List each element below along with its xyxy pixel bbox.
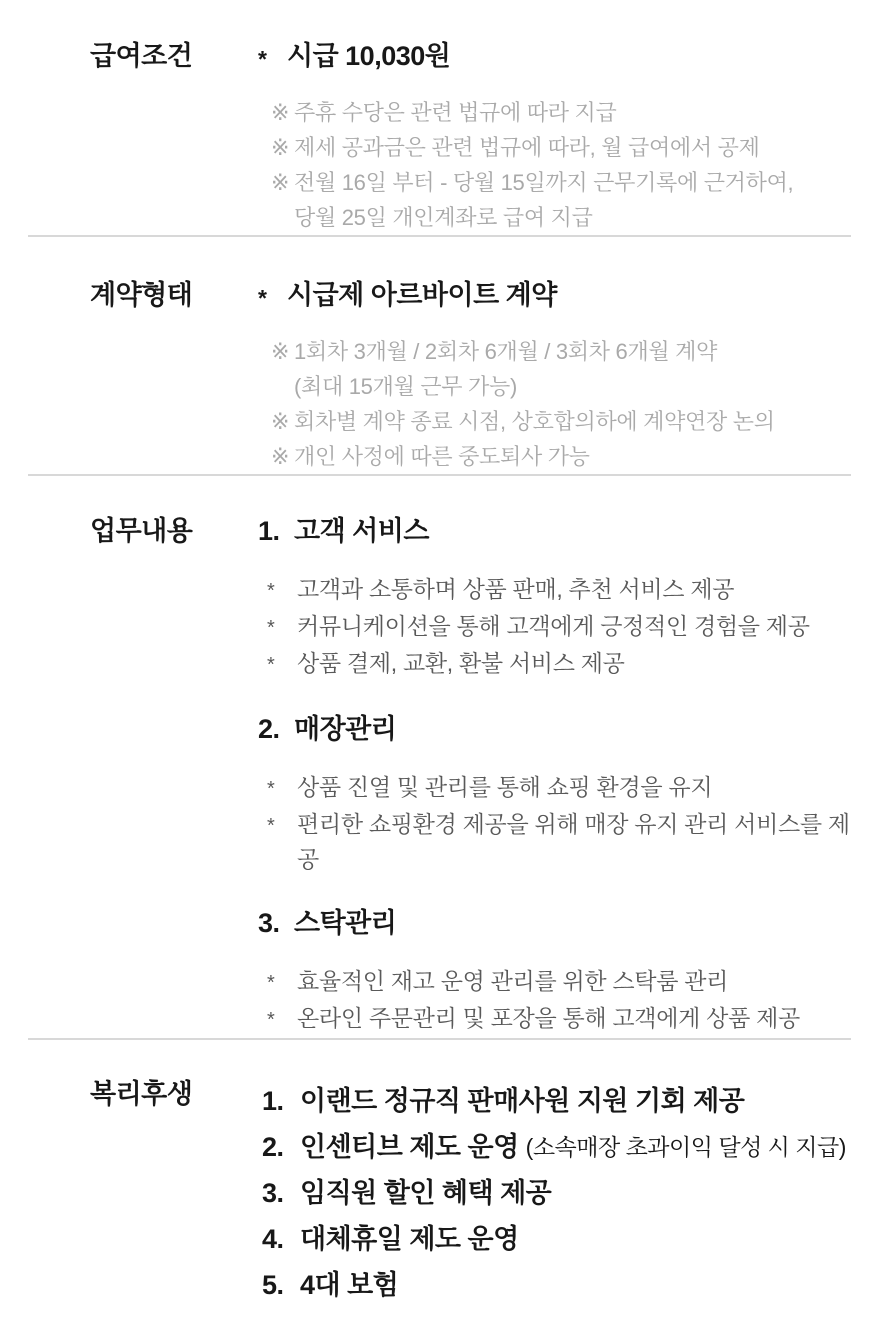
duty-bullet xyxy=(267,964,855,1001)
section-body-duties xyxy=(258,515,879,1038)
salary-title-text: 시급 10,030원 xyxy=(287,41,451,71)
section-heading-duties: 업무내용 xyxy=(90,516,193,546)
duty-bullet-text: 상품 진열 및 관리를 통해 쇼핑 환경을 유지 xyxy=(297,774,713,800)
asterisk-marker: * xyxy=(267,815,275,837)
contract-note xyxy=(258,404,855,439)
contract-note-text: 1회차 3개월 / 2회차 6개월 / 3회차 6개월 계약 xyxy=(294,339,718,364)
duty-group-title-text: 고객 서비스 xyxy=(294,516,429,546)
duty-bullet xyxy=(267,646,855,683)
duty-bullet-text: 편리한 쇼핑환경 제공을 위해 매장 유지 관리 서비스를 제공 xyxy=(297,811,850,872)
section-body-contract xyxy=(258,279,879,474)
section-divider xyxy=(28,1038,851,1040)
benefit-suffix: (소속매장 초과이익 달성 시 지급) xyxy=(525,1134,846,1160)
contract-title-line xyxy=(258,279,855,314)
list-number: 3. xyxy=(258,908,280,938)
salary-note xyxy=(258,95,855,130)
list-number: 3. xyxy=(262,1178,284,1208)
benefit-text: 대체휴일 제도 운영 xyxy=(300,1224,519,1254)
duty-bullet xyxy=(267,609,855,646)
empty-marker xyxy=(271,200,294,235)
asterisk-marker: * xyxy=(258,285,267,311)
asterisk-marker: * xyxy=(267,972,275,994)
contract-note xyxy=(258,439,855,474)
contract-note-continuation xyxy=(258,369,855,404)
benefit-text: 이랜드 정규직 판매사원 지원 기회 제공 xyxy=(300,1086,745,1116)
duty-group-title-text: 스탁관리 xyxy=(294,908,397,938)
reference-mark-icon: ※ xyxy=(271,100,290,125)
list-number: 1. xyxy=(262,1086,284,1116)
duty-bullet-group xyxy=(258,964,855,1038)
asterisk-marker: * xyxy=(267,654,275,676)
benefit-item xyxy=(258,1124,855,1170)
benefit-text: 4대 보험 xyxy=(300,1270,399,1300)
reference-mark-icon: ※ xyxy=(271,170,290,195)
duty-bullet-text: 고객과 소통하며 상품 판매, 추천 서비스 제공 xyxy=(297,576,735,602)
benefit-item xyxy=(258,1170,855,1216)
salary-note xyxy=(258,130,855,165)
benefit-item xyxy=(258,1078,855,1124)
section-body-salary xyxy=(258,40,879,235)
section-duties xyxy=(0,515,879,1038)
reference-mark-icon: ※ xyxy=(271,135,290,160)
duty-bullet-group xyxy=(258,572,855,683)
duty-group-title xyxy=(258,713,855,745)
list-number: 4. xyxy=(262,1224,284,1254)
salary-note-text: 전월 16일 부터 - 당월 15일까지 근무기록에 근거하여, xyxy=(294,170,794,195)
reference-mark-icon: ※ xyxy=(271,444,290,469)
benefit-text: 인센티브 제도 운영 xyxy=(300,1132,519,1162)
list-number: 2. xyxy=(258,714,280,744)
contract-note xyxy=(258,334,855,369)
salary-title-line xyxy=(258,40,855,75)
section-heading-benefits: 복리후생 xyxy=(90,1079,193,1109)
list-number: 1. xyxy=(258,516,280,546)
asterisk-marker: * xyxy=(267,778,275,800)
section-body-benefits xyxy=(258,1078,879,1308)
reference-mark-icon: ※ xyxy=(271,339,290,364)
duty-bullet-text: 온라인 주문관리 및 포장을 통해 고객에게 상품 제공 xyxy=(297,1005,800,1031)
duty-bullet xyxy=(267,1001,855,1038)
empty-marker xyxy=(271,369,294,404)
section-contract xyxy=(0,279,879,474)
duty-bullet xyxy=(267,807,855,877)
duty-bullet xyxy=(267,770,855,807)
salary-note-text: 당월 25일 개인계좌로 급여 지급 xyxy=(294,205,593,230)
contract-note-text: (최대 15개월 근무 가능) xyxy=(294,374,517,399)
duty-bullet-text: 상품 결제, 교환, 환불 서비스 제공 xyxy=(297,650,625,676)
list-number: 5. xyxy=(262,1270,284,1300)
salary-note-continuation xyxy=(258,200,855,235)
section-benefits xyxy=(0,1078,879,1308)
list-number: 2. xyxy=(262,1132,284,1162)
duty-group-title xyxy=(258,907,855,939)
reference-mark-icon: ※ xyxy=(271,409,290,434)
salary-note-text: 주휴 수당은 관련 법규에 따라 지급 xyxy=(294,100,617,125)
duty-bullet-group xyxy=(258,770,855,877)
duty-bullet xyxy=(267,572,855,609)
duty-bullet-text: 효율적인 재고 운영 관리를 위한 스탁룸 관리 xyxy=(297,968,729,994)
section-heading-salary: 급여조건 xyxy=(90,41,193,71)
asterisk-marker: * xyxy=(267,617,275,639)
contract-title-text: 시급제 아르바이트 계약 xyxy=(287,280,557,310)
asterisk-marker: * xyxy=(258,46,267,72)
benefit-item xyxy=(258,1262,855,1308)
asterisk-marker: * xyxy=(267,1009,275,1031)
asterisk-marker: * xyxy=(267,580,275,602)
salary-note-text: 제세 공과금은 관련 법규에 따라, 월 급여에서 공제 xyxy=(294,135,760,160)
section-heading-contract: 계약형태 xyxy=(90,280,193,310)
benefit-text: 임직원 할인 혜택 제공 xyxy=(300,1178,552,1208)
benefit-item xyxy=(258,1216,855,1262)
section-divider xyxy=(28,474,851,476)
section-salary xyxy=(0,40,879,235)
duty-group-title xyxy=(258,515,855,547)
contract-note-text: 회차별 계약 종료 시점, 상호합의하에 계약연장 논의 xyxy=(294,409,775,434)
salary-note xyxy=(258,165,855,200)
section-divider xyxy=(28,235,851,237)
duty-bullet-text: 커뮤니케이션을 통해 고객에게 긍정적인 경험을 제공 xyxy=(297,613,810,639)
contract-note-text: 개인 사정에 따른 중도퇴사 가능 xyxy=(294,444,590,469)
duty-group-title-text: 매장관리 xyxy=(294,714,397,744)
